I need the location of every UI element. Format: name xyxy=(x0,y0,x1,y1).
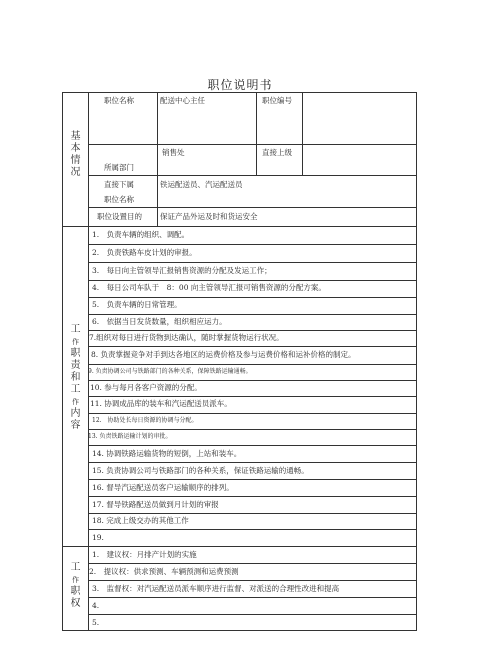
authority-item: 3. 监督权：对汽运配送员派车顺序进行监督、对派送的合理性改进和提高 xyxy=(92,584,340,593)
duty-item: 17. 督导铁路配送员做到月计划的审报 xyxy=(92,500,219,509)
subordinate-value: 铁运配送员、汽运配送员 xyxy=(160,180,243,189)
purpose-label: 职位设置目的 xyxy=(97,212,142,221)
duty-item: 7.组织对每日进行货物到达确认，随时掌握货物运行状况。 xyxy=(89,333,284,342)
position-name-value: 配送中心主任 xyxy=(160,96,205,105)
duty-item: 11. 协调成品库的装车和汽运配送员派车。 xyxy=(90,399,232,408)
position-name-label: 职位名称 xyxy=(104,96,134,105)
section-duties-label: 工 作 职 责 和 工 作 内 容 xyxy=(70,324,81,431)
duty-item: 19. xyxy=(92,533,104,542)
duty-item: 1. 负责车辆的组织、调配。 xyxy=(92,230,190,239)
document-title: 职位说明书 xyxy=(207,78,273,92)
duty-item: 10. 参与每月各客户资源的分配。 xyxy=(90,383,202,392)
duty-item: 8. 负责掌握竞争对手到达各地区的运费价格及参与运费价格和运补价格的制定。 xyxy=(91,350,356,359)
subordinate-label-line2: 职位名称 xyxy=(104,195,134,204)
subordinate-label-line1: 直接下属 xyxy=(104,180,134,189)
authority-item: 5. xyxy=(92,618,100,627)
department-label: 所属部门 xyxy=(104,163,134,172)
duty-item: 3. 每日向主管领导汇报销售资源的分配及发运工作； xyxy=(92,266,272,275)
authority-item: 1. 建议权：月排产计划的实施 xyxy=(92,550,197,559)
duty-item: 6. 依据当日发货数量，组织相应运力。 xyxy=(92,317,227,326)
duty-item: 12. 协助处长每日资源的协调与分配。 xyxy=(92,417,198,424)
duty-item: 16. 督导汽运配送员客户运输顺序的排列。 xyxy=(92,483,234,492)
section-basic-label: 基 本 情 况 xyxy=(70,131,81,178)
section-authority-label: 工 作 职 权 xyxy=(70,562,81,609)
duty-item: 2. 负责铁路车皮计划的审报。 xyxy=(92,248,197,257)
duty-item: 13. 负责铁路运输计划的审批。 xyxy=(88,433,172,440)
purpose-value: 保证产品外运及时和货运安全 xyxy=(160,212,258,221)
position-code-label: 职位编号 xyxy=(262,96,292,105)
duty-item: 15. 负责协调公司与铁路部门的各种关系，保证铁路运输的通畅。 xyxy=(92,466,309,475)
duty-item: 4. 每日公司车队于 8：00 向主管领导汇报可销售资源的分配方案。 xyxy=(92,283,326,292)
duty-item: 5. 负责车辆的日常管理。 xyxy=(92,300,182,309)
duty-item: 9. 负责协调公司与铁路部门的各种关系，保障铁路运输通畅。 xyxy=(88,368,252,375)
authority-item: 2. 提议权：供求预测、车辆预测和运费预测 xyxy=(89,567,239,576)
superior-label: 直接上级 xyxy=(262,148,292,157)
duty-item: 14. 协调铁路运输货物的短倒，上站和装车。 xyxy=(92,449,242,458)
department-value: 销售处 xyxy=(162,148,185,157)
duty-item: 18. 完成上级交办的其他工作 xyxy=(92,516,189,525)
authority-item: 4. xyxy=(92,601,100,610)
